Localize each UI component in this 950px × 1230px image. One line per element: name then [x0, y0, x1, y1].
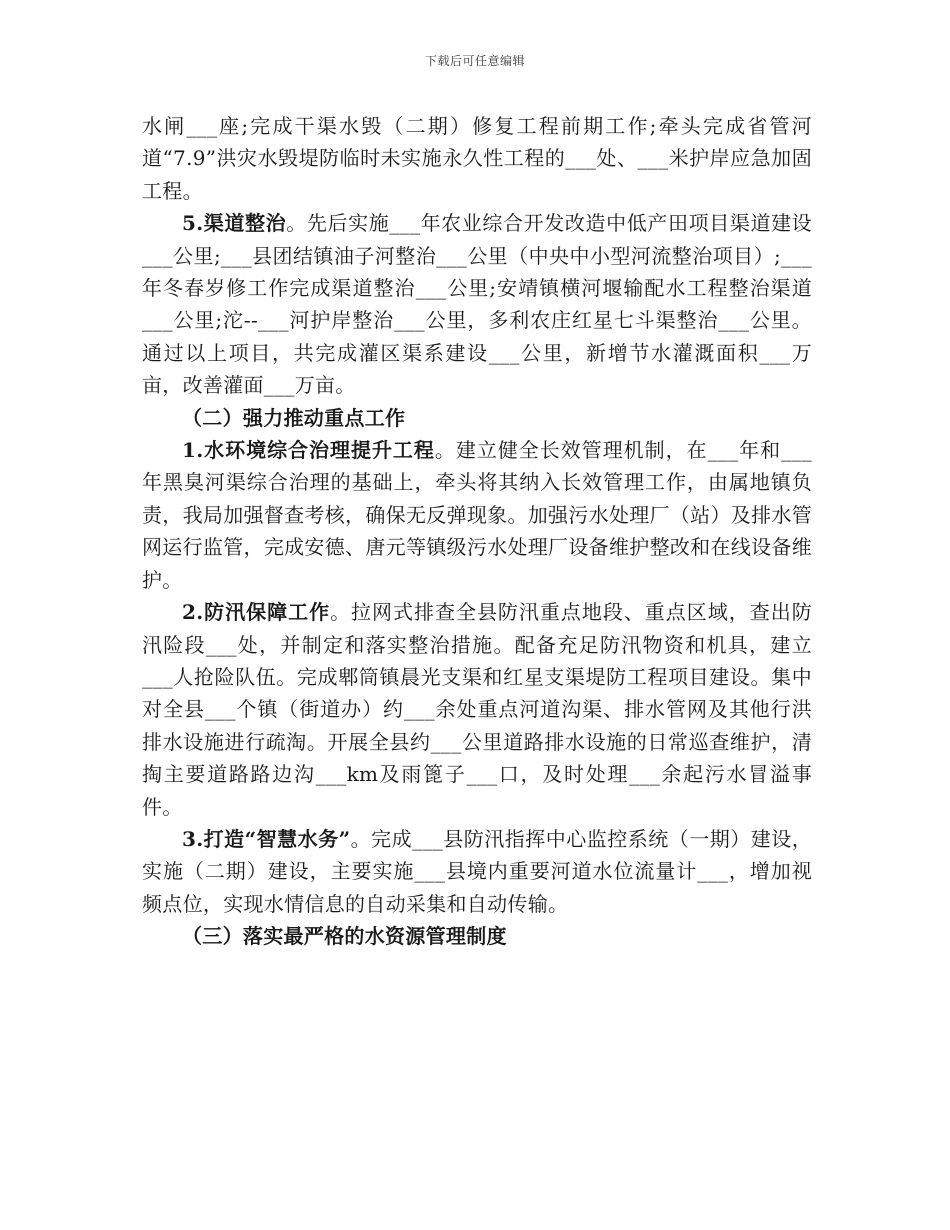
paragraph-text: 水闸___座;完成干渠水毁（二期）修复工程前期工作;牵头完成省管河道“7.9”洪灾水毁堤防临时未实施永久性工程的___处、___米护岸应急加固工程。	[142, 114, 812, 203]
paragraph-channel-rectification	[142, 207, 812, 401]
paragraph-flood-control	[142, 596, 812, 823]
paragraph-smart-water	[142, 823, 812, 920]
document-body	[142, 110, 812, 953]
section-heading-key-work: （二）强力推动重点工作	[182, 405, 406, 430]
paragraph-lead: 2.防汛保障工作	[182, 600, 331, 625]
paragraph-lead: 3.打造“智慧水务”	[182, 826, 351, 851]
page-header: 下载后可任意编辑	[424, 54, 525, 68]
paragraph-text: 。建立健全长效管理机制，在___年和___年黑臭河渠综合治理的基础上，牵头将其纳入长效管理工作，由属地镇负责，我局加强督查考核，确保无反弹现象。加强污水处理厂（站）及排水管网运行监管，完成安德、唐元等镇级污水处理厂设备维护整改和在线设备维护。	[142, 438, 812, 592]
paragraph-text: 。完成___县防汛指挥中心监控系统（一期）建设，实施（二期）建设，主要实施___县境内重要河道水位流量计___，增加视频点位，实现水情信息的自动采集和自动传输。	[142, 826, 812, 916]
section-heading-water-resources: （三）落实最严格的水资源管理制度	[182, 924, 507, 949]
paragraph-text: 。先后实施___年农业综合开发改造中低产田项目渠道建设___公里;___县团结镇油子河整治___公里（中央中小型河流整治项目）;___年冬春岁修工作完成渠道整治___公里;安靖镇横河堰输配水工程整治渠道___公里;沱--___河护岸整治___公里，多利农庄红星七斗渠整治___公里。通过以上项目，共完成灌区渠系建设___公里，新增节水灌溉面积___万亩，改善灌面___万亩。	[142, 211, 812, 398]
paragraph-lead: 5.渠道整治	[182, 211, 287, 236]
paragraph-water-environment	[142, 434, 812, 596]
paragraph-lead: 1.水环境综合治理提升工程	[182, 438, 435, 463]
paragraph-water-gate	[142, 110, 812, 207]
paragraph-text: 。拉网式排查全县防汛重点地段、重点区域，查出防汛险段___处，并制定和落实整治措施。配备充足防汛物资和机具，建立___人抢险队伍。完成郫筒镇晨光支渠和红星支渠堤防工程项目建设。集中对全县___个镇（街道办）约___余处重点河道沟渠、排水管网及其他行洪排水设施进行疏淘。开展全县约___公里道路排水设施的日常巡查维护，清掏主要道路路边沟___km及雨篦子___口，及时处理___余起污水冒溢事件。	[142, 600, 812, 819]
